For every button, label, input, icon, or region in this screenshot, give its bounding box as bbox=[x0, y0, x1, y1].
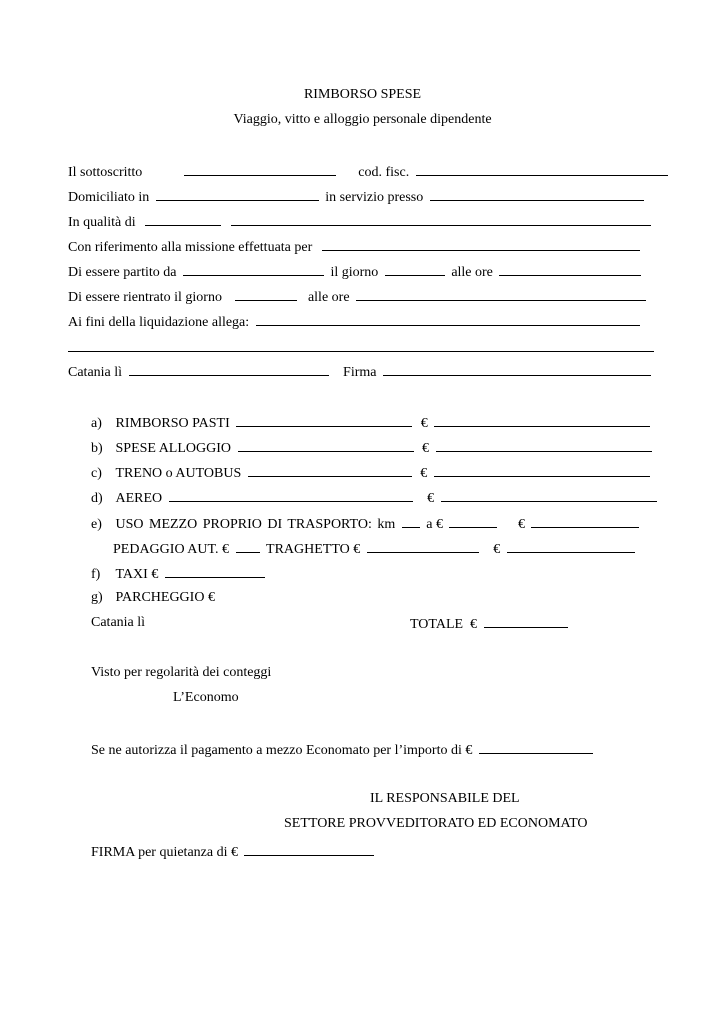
label-alle-ore: alle ore bbox=[451, 265, 493, 280]
label-a-euro: a € bbox=[426, 517, 443, 532]
field-spese-alloggio[interactable] bbox=[238, 438, 414, 452]
document-subtitle: Viaggio, vitto e alloggio personale dipendente bbox=[233, 112, 492, 127]
responsabile-line2: SETTORE PROVVEDITORATO ED ECONOMATO bbox=[284, 816, 588, 831]
field-allega[interactable] bbox=[256, 312, 640, 326]
label-mezzo-proprio: USO MEZZO PROPRIO DI TRASPORTO: km bbox=[115, 517, 396, 532]
label-domiciliato: Domiciliato in bbox=[68, 190, 150, 205]
euro-a: € bbox=[420, 416, 428, 431]
row-sottoscritto bbox=[68, 162, 658, 182]
label-sottoscritto: Il sottoscritto bbox=[68, 165, 143, 180]
expense-e-extra bbox=[113, 539, 661, 559]
label-firma: Firma bbox=[343, 365, 377, 380]
label-catania-totale: Catania lì bbox=[91, 615, 146, 630]
letter-b: b) bbox=[91, 441, 103, 456]
row-catania-firma bbox=[68, 362, 658, 382]
label-in-servizio: in servizio presso bbox=[325, 190, 424, 205]
label-partito: Di essere partito da bbox=[68, 265, 177, 280]
euro-d: € bbox=[427, 491, 435, 506]
row-allega bbox=[68, 312, 658, 332]
label-aereo: AEREO bbox=[115, 491, 163, 506]
label-taxi: TAXI € bbox=[115, 567, 159, 582]
row-rientrato bbox=[68, 287, 658, 307]
expense-d bbox=[91, 488, 661, 508]
field-partito-giorno[interactable] bbox=[385, 262, 445, 276]
euro-c: € bbox=[420, 466, 428, 481]
field-traghetto[interactable] bbox=[367, 539, 479, 553]
responsabile-line1: IL RESPONSABILE DEL bbox=[370, 791, 520, 806]
field-tariffa-km[interactable] bbox=[449, 514, 497, 528]
field-rimborso-pasti[interactable] bbox=[236, 413, 412, 427]
label-allega: Ai fini della liquidazione allega: bbox=[68, 315, 250, 330]
expense-c bbox=[91, 463, 661, 483]
expense-g bbox=[91, 589, 661, 607]
document-title: RIMBORSO SPESE bbox=[303, 87, 422, 102]
label-il-giorno: il giorno bbox=[330, 265, 379, 280]
label-parcheggio: PARCHEGGIO € bbox=[115, 590, 215, 605]
label-treno-autobus: TRENO o AUTOBUS bbox=[115, 466, 242, 481]
amount-rimborso-pasti[interactable] bbox=[434, 413, 650, 427]
label-catania: Catania lì bbox=[68, 365, 123, 380]
amount-spese-alloggio[interactable] bbox=[436, 438, 652, 452]
row-quietanza bbox=[91, 842, 377, 862]
field-totale[interactable] bbox=[484, 614, 568, 628]
field-rientrato-giorno[interactable] bbox=[235, 287, 297, 301]
label-quietanza: FIRMA per quietanza di € bbox=[91, 845, 238, 860]
euro-b: € bbox=[422, 441, 430, 456]
field-rientrato-ore[interactable] bbox=[356, 287, 646, 301]
field-pedaggio[interactable] bbox=[236, 539, 260, 553]
letter-e: e) bbox=[91, 517, 102, 532]
field-missione[interactable] bbox=[322, 237, 640, 251]
field-domiciliato[interactable] bbox=[156, 187, 319, 201]
letter-f: f) bbox=[91, 567, 101, 582]
field-allega-continued[interactable] bbox=[68, 351, 654, 352]
field-importo-autorizzato[interactable] bbox=[479, 740, 593, 754]
row-qualita bbox=[68, 212, 658, 232]
field-quietanza[interactable] bbox=[244, 842, 374, 856]
label-missione: Con riferimento alla missione effettuata per bbox=[68, 240, 313, 255]
expense-f bbox=[91, 564, 661, 584]
economo-label: L’Economo bbox=[173, 690, 239, 705]
label-autorizza: Se ne autorizza il pagamento a mezzo Economato per l’importo di € bbox=[91, 743, 473, 758]
field-qualita-short[interactable] bbox=[145, 212, 221, 226]
label-pedaggio: PEDAGGIO AUT. € bbox=[113, 542, 230, 557]
label-totale: TOTALE € bbox=[410, 617, 478, 632]
row-missione bbox=[68, 237, 658, 257]
field-cod-fisc[interactable] bbox=[416, 162, 668, 176]
expense-a bbox=[91, 413, 661, 433]
label-rientrato: Di essere rientrato il giorno bbox=[68, 290, 222, 305]
row-partito bbox=[68, 262, 658, 282]
field-firma[interactable] bbox=[383, 362, 651, 376]
row-totale bbox=[410, 614, 571, 634]
label-cod-fisc: cod. fisc. bbox=[358, 165, 410, 180]
letter-d: d) bbox=[91, 491, 103, 506]
field-partito-ore[interactable] bbox=[499, 262, 641, 276]
euro-e: € bbox=[517, 517, 525, 532]
field-catania-data[interactable] bbox=[129, 362, 329, 376]
amount-aereo[interactable] bbox=[441, 488, 657, 502]
letter-a: a) bbox=[91, 416, 102, 431]
visto-regolarita: Visto per regolarità dei conteggi bbox=[91, 665, 272, 680]
label-alle-ore-2: alle ore bbox=[307, 290, 350, 305]
field-taxi[interactable] bbox=[165, 564, 265, 578]
field-partito-da[interactable] bbox=[183, 262, 324, 276]
field-in-servizio[interactable] bbox=[430, 187, 644, 201]
field-qualita[interactable] bbox=[231, 212, 651, 226]
amount-mezzo-proprio[interactable] bbox=[531, 514, 639, 528]
label-spese-alloggio: SPESE ALLOGGIO bbox=[115, 441, 232, 456]
row-autorizza bbox=[91, 740, 596, 760]
expense-e bbox=[91, 514, 661, 534]
label-traghetto: TRAGHETTO € bbox=[266, 542, 361, 557]
field-aereo[interactable] bbox=[169, 488, 413, 502]
amount-treno-autobus[interactable] bbox=[434, 463, 650, 477]
expense-b bbox=[91, 438, 661, 458]
euro-e-extra: € bbox=[493, 542, 501, 557]
amount-pedaggio-traghetto[interactable] bbox=[507, 539, 635, 553]
letter-c: c) bbox=[91, 466, 102, 481]
field-sottoscritto[interactable] bbox=[184, 162, 336, 176]
label-rimborso-pasti: RIMBORSO PASTI bbox=[115, 416, 230, 431]
label-qualita: In qualità di bbox=[68, 215, 136, 230]
letter-g: g) bbox=[91, 590, 103, 605]
field-km[interactable] bbox=[402, 514, 420, 528]
row-domiciliato bbox=[68, 187, 658, 207]
field-treno-autobus[interactable] bbox=[248, 463, 412, 477]
